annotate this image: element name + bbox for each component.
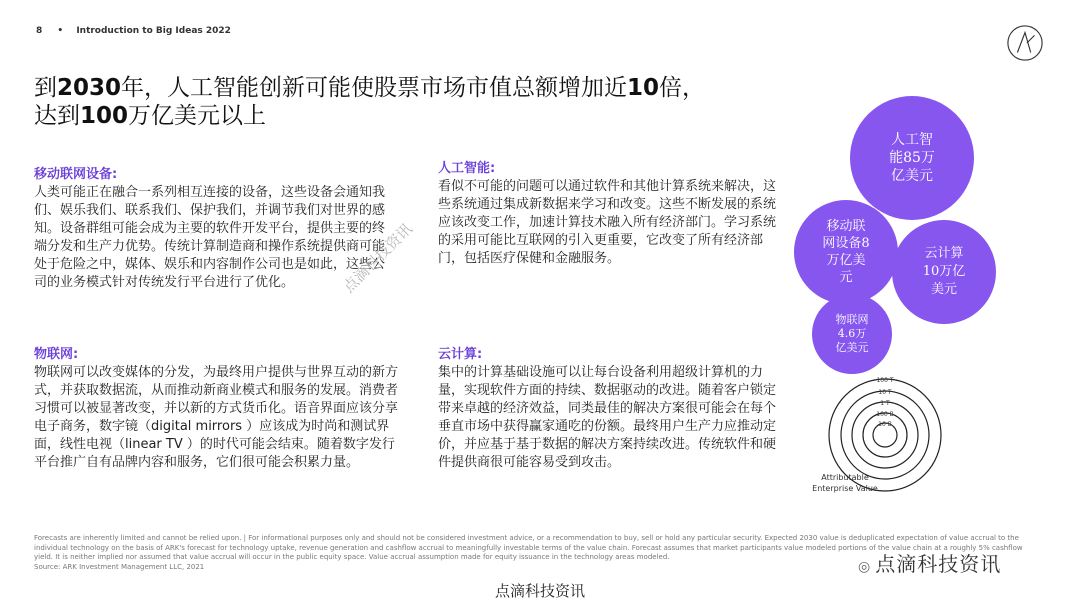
ring-caption: Enterprise Value bbox=[812, 484, 878, 493]
title-text: 到 bbox=[34, 75, 57, 101]
bubble-label: 云计算 10万亿 美元 bbox=[922, 246, 966, 297]
section-heading: 人工智能: bbox=[438, 161, 496, 176]
title-number: 10 bbox=[627, 75, 660, 101]
page-header bbox=[36, 26, 231, 36]
section-heading: 云计算: bbox=[438, 347, 483, 362]
page-number: 8 bbox=[36, 26, 43, 36]
ark-logo-icon bbox=[1006, 24, 1044, 62]
ring-label: 1 T bbox=[880, 400, 890, 407]
ring-label: 100 T bbox=[876, 377, 894, 384]
title-number: 100 bbox=[80, 103, 129, 129]
section-heading: 移动联网设备: bbox=[34, 167, 118, 182]
value-scale-rings bbox=[800, 370, 970, 500]
watermark-diagonal: 点滴科技资讯 bbox=[339, 219, 416, 297]
wechat-icon: ◎ bbox=[858, 559, 872, 575]
section-mobile-devices bbox=[34, 166, 394, 292]
title-number: 2030 bbox=[57, 75, 122, 101]
watermark-right bbox=[858, 548, 1001, 577]
bubble-label: 人工智 能85万 亿美元 bbox=[889, 132, 935, 184]
bubble-ai bbox=[850, 96, 974, 220]
title-text: 倍， bbox=[659, 75, 706, 101]
section-heading: 物联网: bbox=[34, 347, 79, 362]
section-body: 人类可能正在融合一系列相互连接的设备，这些设备会通知我们、娱乐我们、联系我们、保护我们，并调节我们对世界的感知。设备群组可能会成为主要的软件开发平台，提供主要的终端分发和生产力优势。传统计算制造商和操作系统提供商可能处于危险之中，媒体、娱乐和内容制作公司也是如此，这些公司的业务模式针对传统发行平台进行了优化。 bbox=[34, 185, 386, 290]
ring-label: 100 B bbox=[876, 411, 894, 418]
section-cloud bbox=[438, 346, 783, 472]
section-ai bbox=[438, 160, 778, 268]
bubble-iot bbox=[812, 294, 892, 374]
ring-100b bbox=[863, 413, 907, 457]
section-body: 看似不可能的问题可以通过软件和其他计算系统来解决，这些系统通过集成新数据来学习和改变。这些不断发展的系统应该改变工作，加速计算技术融入所有经济部门。学习系统的采用可能比互联网的引入更重要，它改变了所有经济部门，包括医疗保健和金融服务。 bbox=[438, 179, 777, 266]
ring-caption: Attributable bbox=[821, 473, 869, 482]
ring-label: 10 T bbox=[878, 389, 892, 396]
bubble-cloud bbox=[892, 220, 996, 324]
bubble-mobile-devices bbox=[794, 200, 898, 304]
section-body: 集中的计算基础设施可以让每台设备利用超级计算机的力量，实现软件方面的持续、数据驱动的改进。随着客户锁定带来卓越的经济效益，同类最佳的解决方案很可能会在每个垂直市场中获得赢家通吃的份额。最终用户生产力应推动定价，并应基于基于数据的解决方案持续改进。传统软件和硬件提供商很可能容易受到攻击。 bbox=[438, 365, 777, 470]
title-text: 年，人工智能创新可能使股票市场市值总额增加近 bbox=[121, 75, 628, 101]
footnote-text: Forecasts are inherently limited and cannot be relied upon. | For informational purposes only and should not be considered investment advice, or a recommendation to buy, sell or hold any particular security. Expected 2030 value is deduplicated expectation of value accrual to the individual technology on the basis of ARK's forecast for technology uptake, revenue generation and cashflow accrual to meaningfully investable terms of the value chain. Forecast assumes that market participants value modeled portions of the value chain at a roughly 5% cashflow yield. It is neither implied nor assumed that value accrual will occur in the public equity space. Value accrual assumption made for equity issuance in the technology areas modeled. bbox=[34, 534, 1023, 561]
footnote-source: Source: ARK Investment Management LLC, 2021 bbox=[34, 562, 205, 571]
section-body: 物联网可以改变媒体的分发，为最终用户提供与世界互动的新方式，并获取数据流，从而推动新商业模式和服务的发展。消费者习惯可以被显著改变，并以新的方式货币化。语音界面应该分享电子商务，数字镜（digital mirrors ）应该成为时尚和测试界面，线性电视（linear TV ）的时代可能会结束。随着数字发行平台推广自有品牌内容和服务，它们很可能会积累力量。 bbox=[34, 365, 399, 470]
watermark-text: 点滴科技资讯 bbox=[875, 552, 1002, 576]
title-text: 达到 bbox=[34, 103, 80, 129]
bubble-label: 物联网 4.6万 亿美元 bbox=[835, 313, 869, 354]
section-iot bbox=[34, 346, 404, 472]
page-title bbox=[34, 74, 794, 130]
header-separator: • bbox=[57, 26, 64, 36]
title-text: 万亿美元以上 bbox=[128, 103, 267, 129]
report-title: Introduction to Big Ideas 2022 bbox=[76, 26, 231, 36]
bubble-label: 移动联 网设备8 万亿美 元 bbox=[822, 219, 870, 285]
ring-label: 10 B bbox=[878, 421, 892, 428]
watermark-bottom: 点滴科技资讯 bbox=[494, 582, 585, 600]
